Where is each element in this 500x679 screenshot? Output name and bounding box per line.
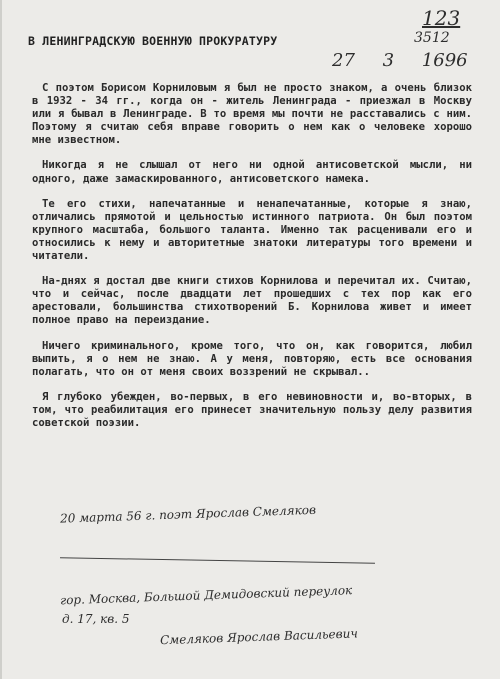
- paragraph: Я глубоко убежден, во-первых, в его невиновности и, во-вторых, в том, что реабилитация его принесет значительную пользу делу развития советской поэзии.: [32, 390, 472, 429]
- handwritten-address-line-2: д. 17, кв. 5: [62, 612, 130, 626]
- addressee-heading: В ЛЕНИНГРАДСКУЮ ВОЕННУЮ ПРОКУРАТУРУ: [28, 34, 278, 48]
- divider-rule: [60, 557, 375, 563]
- handwritten-address-line-3: Смеляков Ярослав Васильевич: [159, 626, 359, 648]
- archive-number: 123: [422, 6, 461, 30]
- handwritten-address-line-1: гор. Москва, Большой Демидовский переулок: [59, 583, 353, 608]
- paragraph: С поэтом Борисом Корниловым я был не просто знаком, а очень близок в 1932 - 34 гг., когда он - житель Ленинграда - приезжал в Москву или я бывал в Ленинграде. В то время мы почти не расставались с ним. Поэтому я считаю себя вправе говорить о нем как о человеке хорошо мне известном.: [32, 82, 472, 147]
- paragraph: На-днях я достал две книги стихов Корнилова и перечитал их. Считаю, что и сейчас, после двадцати лет прошедших с тех пор как его арестовали, большинства стихотворений Б. Корнилова живет и имеет полное право на переиздание.: [32, 275, 472, 327]
- paragraph: Ничего криминального, кроме того, что он, как говорится, любил выпить, я о нем не знаю. А у меня, повторяю, есть все основания полагать, что он от меня своих воззрений не скрывал..: [32, 339, 472, 378]
- handwritten-signature-line: 20 марта 56 г. поэт Ярослав Смеляков: [59, 502, 317, 526]
- archive-subnumber: 3512: [414, 30, 450, 46]
- paragraph: Те его стихи, напечатанные и ненапечатанные, которые я знаю, отличались прямотой и цельностью истинного патриота. Он был поэтом крупного масштаба, большого таланта. Именно так расценивали его и относились к нему и авторитетные знатоки литературы того времени и читатели.: [32, 197, 472, 263]
- handwritten-date: 27 3 1696: [332, 50, 468, 71]
- paragraph: Никогда я не слышал от него ни одной антисоветской мысли, ни одного, даже замаскированного, антисоветского намека.: [32, 159, 472, 185]
- letter-body: [32, 82, 472, 442]
